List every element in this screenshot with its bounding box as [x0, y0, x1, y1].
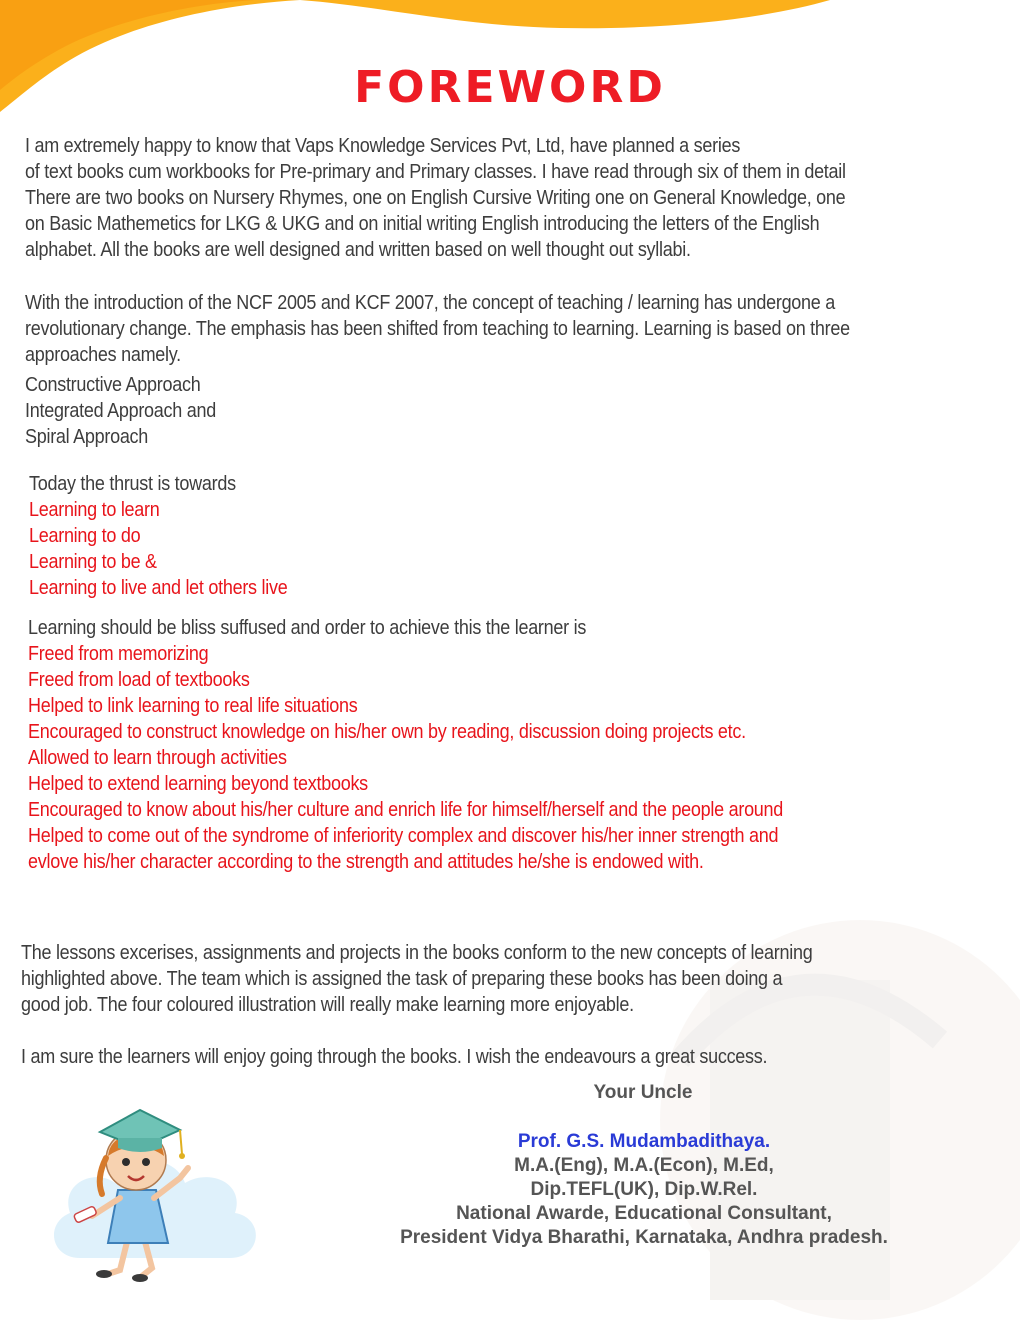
graduate-kid-illustration [40, 1098, 270, 1288]
thrust-item: Learning to be & [29, 551, 157, 573]
intro-line: of text books cum workbooks for Pre-primary and Primary classes. I have read through six of them in detail [25, 161, 846, 183]
lessons-line: The lessons excerises, assignments and projects in the books conform to the new concepts of learning [21, 942, 813, 964]
lessons-line: good job. The four coloured illustration will really make learning more enjoyable. [21, 994, 634, 1016]
intro-line: on Basic Mathemetics for LKG & UKG and on initial writing English introducing the letters of the English [25, 213, 820, 235]
page-title: FOREWORD [354, 62, 666, 113]
signature-qualifications: M.A.(Eng), M.A.(Econ), M.Ed, [514, 1155, 774, 1176]
bliss-section [28, 615, 783, 875]
approaches-list [25, 372, 216, 450]
approach-item: Integrated Approach and [25, 400, 216, 422]
signature-role: National Awarde, Educational Consultant, [456, 1203, 832, 1224]
bliss-item: Helped to link learning to real life situations [28, 695, 358, 717]
intro-line: alphabet. All the books are well designed and written based on well thought out syllabi. [25, 239, 691, 261]
intro-line: I am extremely happy to know that Vaps Knowledge Services Pvt, Ltd, have planned a series [25, 135, 741, 157]
closing-line: I am sure the learners will enjoy going through the books. I wish the endeavours a great success. [21, 1046, 768, 1068]
bliss-item: Encouraged to construct knowledge on his/her own by reading, discussion doing projects etc. [28, 721, 746, 743]
thrust-item: Learning to live and let others live [29, 577, 288, 599]
bliss-item: Helped to extend learning beyond textbooks [28, 773, 368, 795]
signature-salutation: Your Uncle [593, 1082, 693, 1103]
bliss-item: Freed from load of textbooks [28, 669, 250, 691]
approach-item: Spiral Approach [25, 426, 149, 448]
signature-president: President Vidya Bharathi, Karnataka, Andhra pradesh. [400, 1227, 888, 1248]
lessons-line: highlighted above. The team which is assigned the task of preparing these books has been doing a [21, 968, 783, 990]
signature-name: Prof. G.S. Mudambadithaya. [517, 1131, 771, 1152]
bliss-item: Freed from memorizing [28, 643, 209, 665]
bliss-intro: Learning should be bliss suffused and order to achieve this the learner is [28, 617, 587, 639]
intro-line: There are two books on Nursery Rhymes, one on English Cursive Writing one on General Knowledge, one [25, 187, 846, 209]
signature-qualifications: Dip.TEFL(UK), Dip.W.Rel. [530, 1179, 758, 1200]
bliss-item: Encouraged to know about his/her culture and enrich life for himself/herself and the people around [28, 799, 784, 821]
bliss-item: Helped to come out of the syndrome of inferiority complex and discover his/her inner strength and [28, 825, 779, 847]
thrust-intro: Today the thrust is towards [29, 473, 236, 495]
intro-paragraph [25, 133, 846, 263]
ncf-paragraph [25, 290, 850, 368]
bliss-item: evlove his/her character according to the strength and attitudes he/she is endowed with. [28, 851, 704, 873]
closing-paragraph [21, 1044, 767, 1070]
ncf-line: approaches namely. [25, 344, 181, 366]
signature-block [360, 1130, 928, 1250]
lessons-paragraph [21, 940, 812, 1018]
approach-item: Constructive Approach [25, 374, 201, 396]
ncf-line: revolutionary change. The emphasis has been shifted from teaching to learning. Learning is based on three [25, 318, 850, 340]
thrust-item: Learning to learn [29, 499, 160, 521]
ncf-line: With the introduction of the NCF 2005 and KCF 2007, the concept of teaching / learning has undergone a [25, 292, 835, 314]
thrust-item: Learning to do [29, 525, 141, 547]
thrust-section [29, 471, 287, 601]
bliss-item: Allowed to learn through activities [28, 747, 287, 769]
